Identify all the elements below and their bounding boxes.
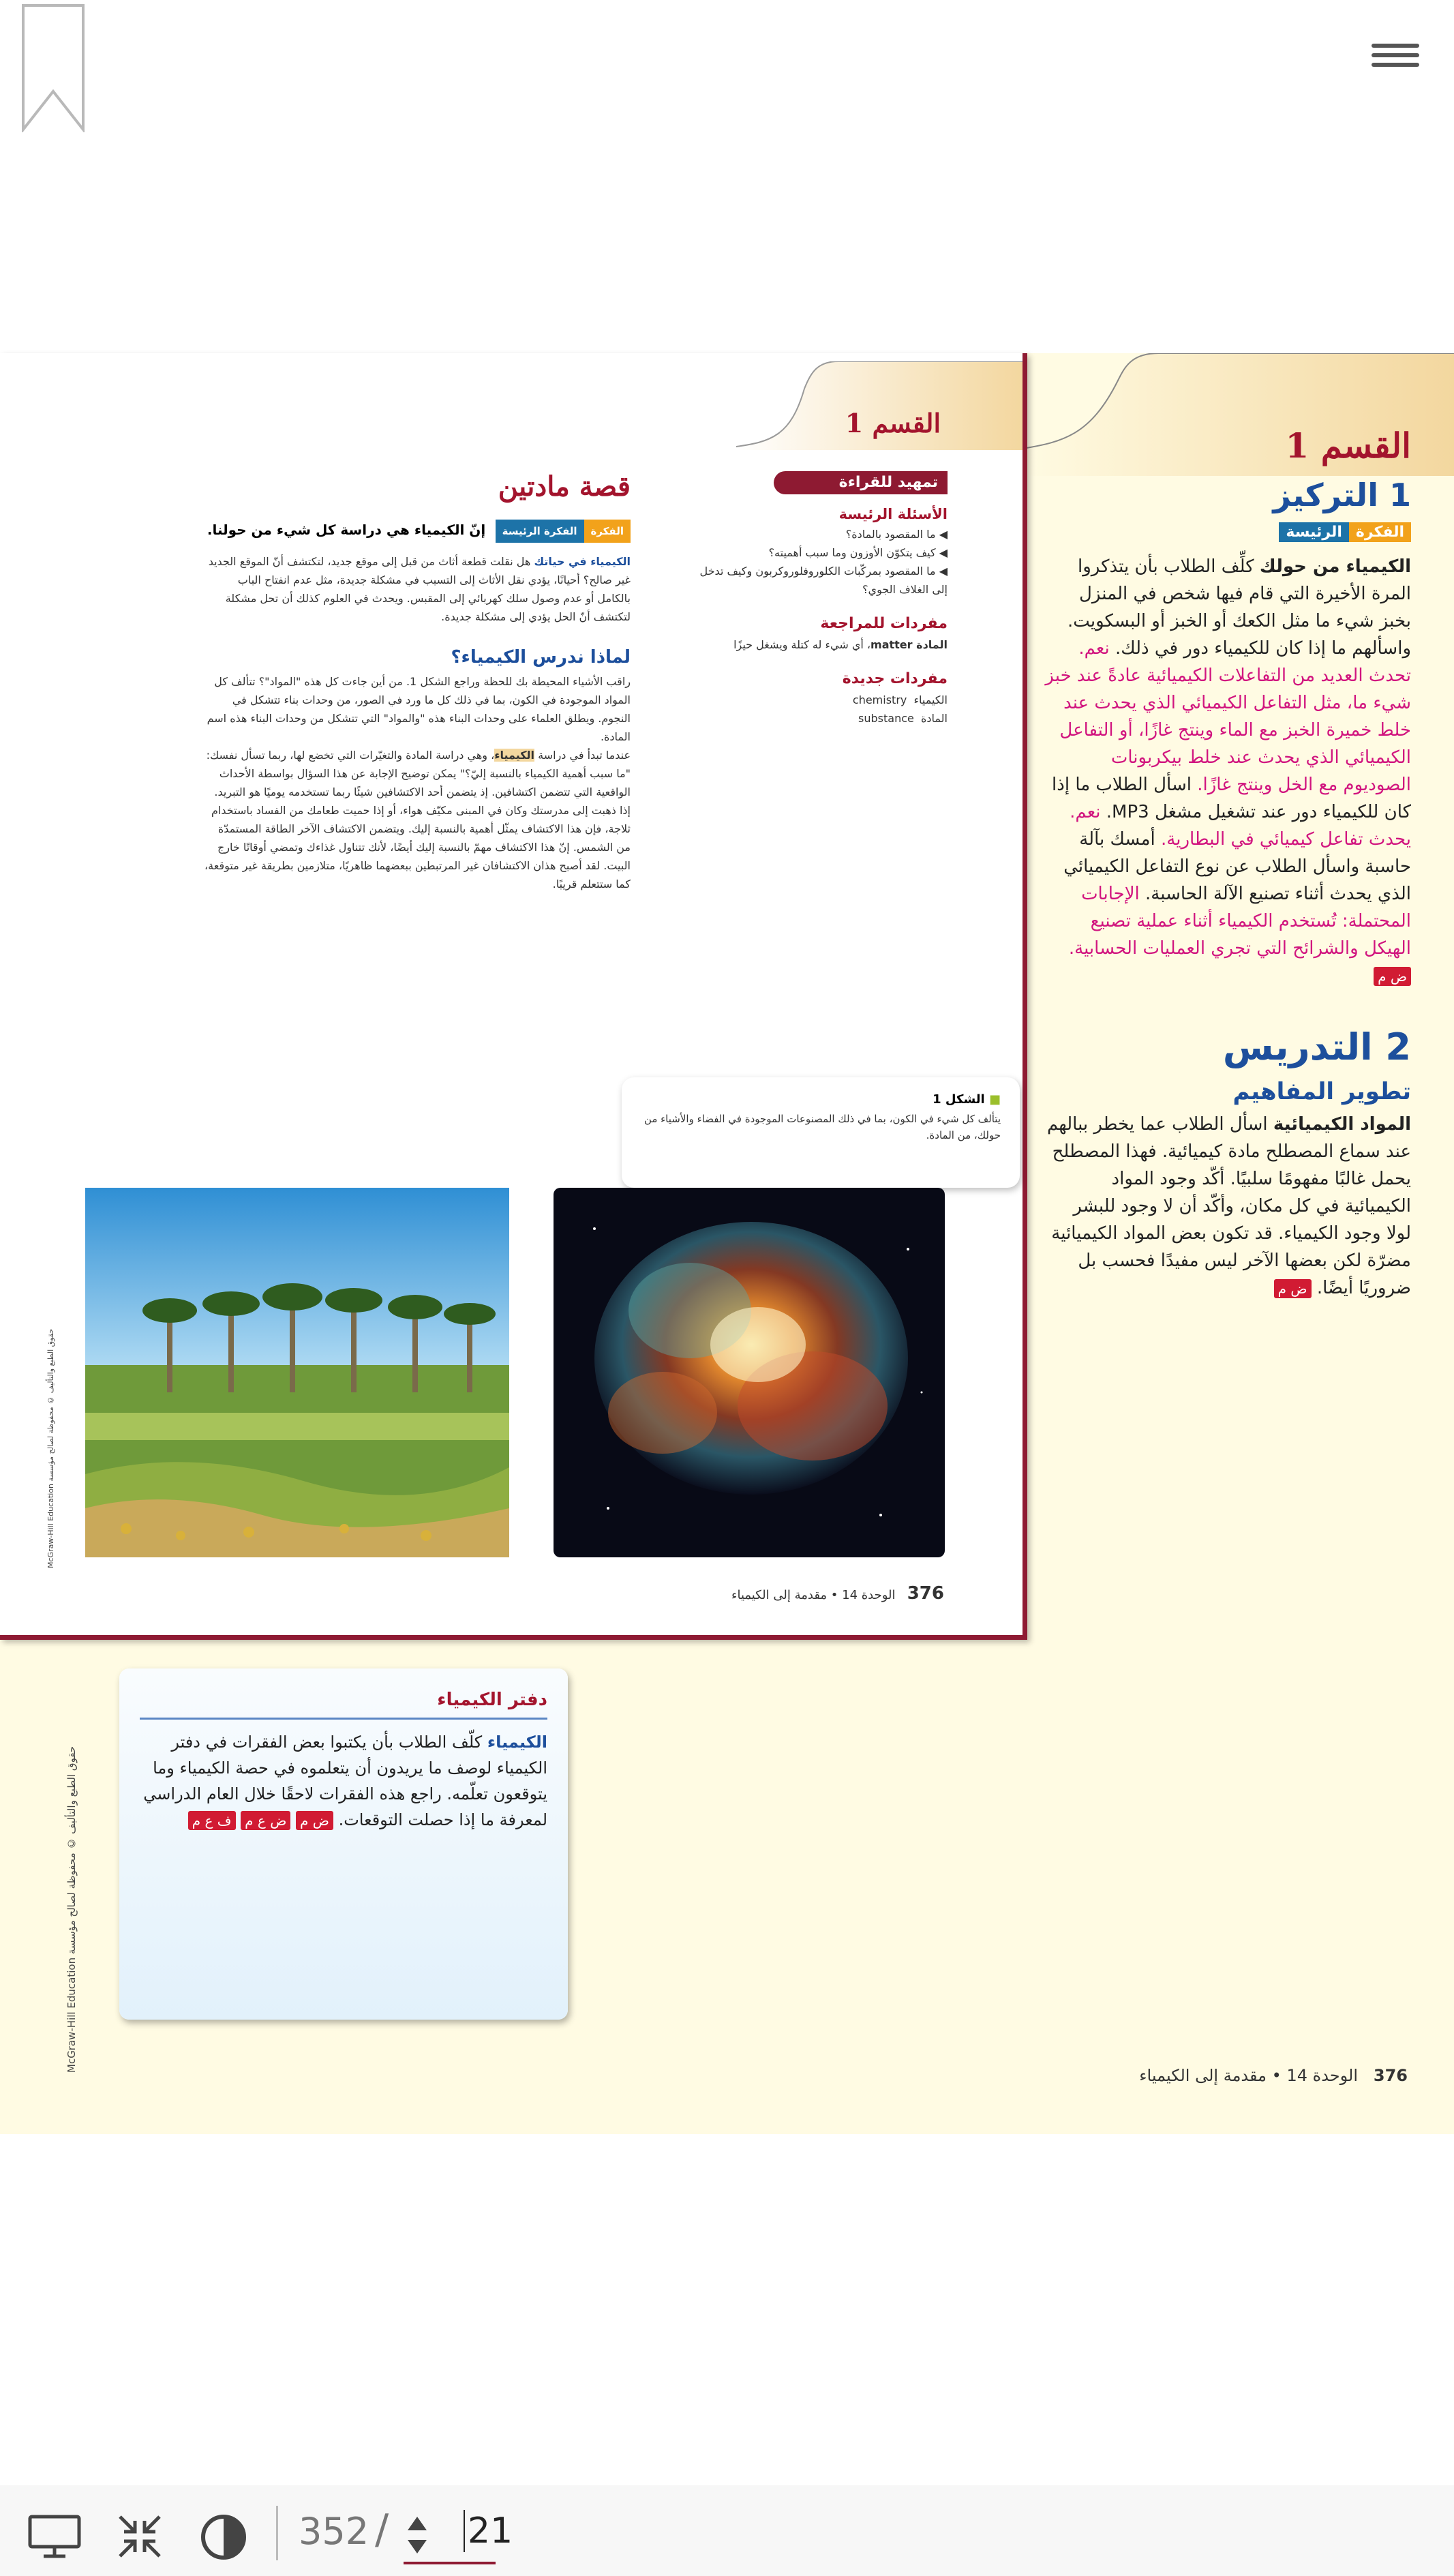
- focus-heading: 1 التركيز: [1273, 477, 1411, 513]
- student-footer: 376 الوحدة 14 • مقدمة إلى الكيمياء: [731, 1583, 944, 1604]
- section-label: القسم 1: [1285, 425, 1411, 466]
- reading-preview-bar: تمهيد للقراءة: [774, 471, 948, 494]
- collapse-icon[interactable]: [116, 2513, 164, 2560]
- teacher-column: [1043, 416, 1411, 1302]
- big-idea-badge: الفكرةالرئيسة: [1043, 522, 1411, 542]
- main-idea: الفكرةالفكرة الرئيسة إنّ الكيمياء هي دراسة كل شيء من حولنا.: [205, 520, 631, 543]
- notebook-title: دفتر الكيمياء: [140, 1686, 547, 1720]
- figure-caption: يتألف كل شيء في الكون، بما في ذلك المصنوعات الموجودة في الفضاء والأشياء من حولك، من المادة.: [643, 1113, 1001, 1141]
- key-question: ◀ كيف يتكوّن الأوزون وما سبب أهميته؟: [768, 546, 948, 559]
- bookmark-icon[interactable]: [20, 3, 86, 132]
- student-section-label: القسم 1: [845, 408, 941, 438]
- page-input-underline: [404, 2562, 496, 2564]
- why-paragraph-2: عندما تبدأ في دراسة الكيمياء، وهي دراسة المادة والتغيّرات التي تخضع لها، ربما تسأل نفسك: "ما سبب أهمية الكيمياء بالنسبة إليّ؟" يمكن توضيح الإجابة عن هذا السؤال بواسطة الأحداث الواقعية التي تتضمن اكتشافين. إذ يتضمن أحد الاكتشافين شيئًا ربما تستخدمه يوميًا هو التبريد. إذا ذهبت إلى مدرستك وكان في المبنى مكيّف هواء، أو إذا حميت طعامك من الفساد باستخدام ثلاجة، فإن هذا الاكتشاف يمثّل أهمية بالنسبة إليك. ويتضمن الاكتشاف الآخر الطاقة المستمدّة من الشمس. إنّ هذا الاكتشاف مهمّ بالنسبة إليك أيضًا، لأنك تتناول غذاءك وتمضي أوقاتًا خارج البيت. لقد أصبح هذان الاكتشافان غير المرتبطين ببعضهما ظاهريًا، متلازمين بطريقة غير متوقعة، كما ستتعلم قريبًا.: [205, 749, 631, 890]
- current-page-number: 352: [299, 2510, 369, 2553]
- figure-label: ■ الشكل 1: [933, 1092, 1001, 1107]
- key-question: ◀ ما المقصود بالمادة؟: [845, 528, 948, 541]
- level-badge: ف ع م: [188, 1811, 236, 1830]
- life-paragraph: الكيمياء في حياتك هل نقلت قطعة أثاث من قبل إلى موقع جديد، لتكتشف أنّ الموقع الجديد غير صالح؟ أحيانًا، يؤدي نقل الأثاث إلى التسبب في مشكلة جديدة، مثل عدم انفتاح الباب بالكامل أو عدم وصول سلك كهربائي إلى المقبس. ويحدث في العلوم كذلك أن تحل مشكلة لتكتشف أنّ الحل يؤدي إلى مشكلة جديدة.: [208, 555, 631, 623]
- park-image: [85, 1188, 509, 1557]
- margin-credit: McGraw-Hill Education حقوق الطبع والتأليف © محفوظة لصالح مؤسسة: [65, 1746, 78, 2073]
- focus-paragraph: الكيمياء من حولك كلِّف الطلاب بأن يتذكروا المرة الأخيرة التي قام فيها شخص في المنزل بخبز شيء ما مثل الكعك أو الخبز أو البسكويت. واسألهم ما إذا كان للكيمياء دور في ذلك. نعم. تحدث العديد من التفاعلات الكيميائية عادةً عند خبز شيء ما، مثل التفاعل الكيميائي الذي يحدث عند خلط خميرة الخبز مع الماء وينتج غازًا، أو التفاعل الكيميائي الذي يحدث عند خلط بيكربونات الصوديوم مع الخل وينتج غازًا. اسأل الطلاب ما إذا كان للكيمياء دور عند تشغيل مشغل MP3. نعم. يحدث تفاعل كيميائي في البطارية. أمسك بآلة حاسبة واسأل الطلاب عن نوع التفاعل الكيميائي الذي يحدث أثناء تصنيع الآلة الحاسبة. الإجابات المحتملة: تُستخدم الكيمياء أثناء عملية تصنيع الهيكل والشرائح التي تجري العمليات الحسابية. ض م: [1045, 556, 1411, 985]
- teach-heading: 2 التدريس: [1222, 1025, 1411, 1068]
- student-title: قصة مادتين: [498, 470, 631, 503]
- hamburger-menu-icon[interactable]: [1372, 38, 1419, 79]
- chemicals-paragraph: المواد الكيميائية اسأل الطلاب عما يخطر ببالهم عند سماع المصطلح مادة كيميائية. فهذا المصطلح يحمل غالبًا مفهومًا سلبيًا. أكّد وجود المواد الكيميائية في كل مكان، وأكّد أن لا وجود للبشر لولا وجود الكيمياء. قد تكون بعض المواد الكيميائية مضرّة لكن بعضها الآخر ليس مفيدًا فحسب بل ضروريًا أيضًا. ض م: [1046, 1114, 1411, 1298]
- new-vocab-item: المادة substance: [858, 712, 948, 725]
- why-paragraph-1: راقب الأشياء المحيطة بك للحظة وراجع الشكل 1. من أين جاءت كل هذه "المواد"؟ تتألف كل المواد الموجودة في الكون، بما في ذلك كل ما ورد في الصور، من وحدات بناء تتشكل في النجوم. ويطلق العلماء على وحدات البناء هذه "والمواد" التي تتشكل من وحدات البناء هذه اسم المادة.: [207, 675, 631, 743]
- level-badge: ض م: [1374, 967, 1411, 986]
- page-separator: /: [375, 2506, 389, 2553]
- level-badge: ض م: [296, 1811, 333, 1830]
- student-side-credit: McGraw-Hill Education حقوق الطبع والتأليف © محفوظة لصالح مؤسسة: [46, 1328, 55, 1568]
- why-heading: لماذا ندرس الكيمياء؟: [451, 647, 631, 668]
- key-question: ◀ ما المقصود بمركّبات الكلوروفلوروكربون وكيف تدخل إلى الغلاف الجوي؟: [699, 565, 948, 596]
- nebula-image: [554, 1188, 945, 1557]
- review-vocab: المادة matter، أي شيء له كتلة ويشغل حيزًا: [733, 638, 948, 651]
- chemistry-notebook-box: [119, 1668, 568, 2020]
- page-input[interactable]: 21: [464, 2510, 513, 2552]
- key-questions-title: الأسئلة الرئيسة: [838, 506, 948, 522]
- review-vocab-title: مفردات للمراجعة: [820, 615, 948, 632]
- concept-heading: تطوير المفاهيم: [1232, 1078, 1411, 1105]
- page-stepper-icon[interactable]: [405, 2513, 429, 2558]
- notebook-text: الكيمياء كلّف الطلاب بأن يكتبوا بعض الفقرات في دفتر الكيمياء لوصف ما يريدون أن يتعلموه في حصة الكيمياء وما يتوقعون تعلّمه. راجع هذه الفقرات لاحقًا خلال العام الدراسي لمعرفة ما إذا حصلت التوقعات. ض م ض ع م ف ع م: [143, 1733, 547, 1829]
- teacher-footer: 376 الوحدة 14 • مقدمة إلى الكيمياء: [1139, 2066, 1408, 2085]
- presentation-icon[interactable]: [27, 2514, 82, 2559]
- figure-caption-box: [622, 1077, 1020, 1188]
- toolbar-divider: [276, 2506, 278, 2560]
- new-vocab-title: مفردات جديدة: [842, 670, 948, 687]
- level-badge: ض ع م: [241, 1811, 290, 1830]
- new-vocab-item: الكيمياء chemistry: [852, 693, 948, 706]
- contrast-icon[interactable]: [199, 2513, 248, 2562]
- student-main-text: [205, 469, 631, 893]
- viewer-toolbar: [0, 2485, 1454, 2576]
- level-badge: ض م: [1274, 1279, 1312, 1298]
- student-section-label-wrap: [682, 408, 941, 438]
- reading-preview: [685, 503, 948, 728]
